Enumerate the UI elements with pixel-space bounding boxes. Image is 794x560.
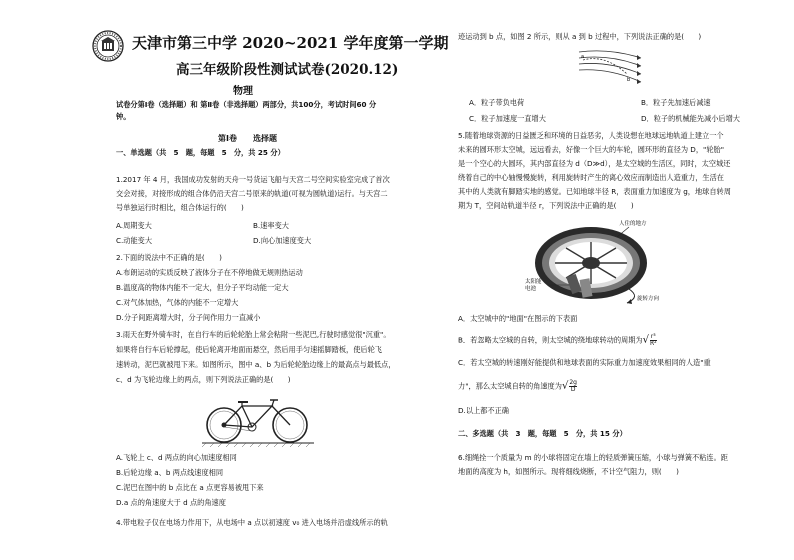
subject-title: 物理 (233, 86, 253, 97)
q5-option-c-numerator: 2g (569, 379, 577, 386)
q5-option-c-denominator: D (570, 386, 576, 393)
space-station-diagram (521, 215, 671, 307)
q5-text-4: 绕着自己的中心轴慢慢旋转，利用旋转时产生的离心效应而制造出人造重力，生活在 (458, 173, 724, 182)
electric-field-diagram (575, 46, 645, 86)
q4-text-1: 4.带电粒子仅在电场力作用下，从电场中 a 点以初速度 v₀ 进入电场并沿虚线所示的轨 (116, 518, 388, 527)
q3-text-4: c、d 为飞轮边缘上的两点，则下列说法正确的是( ) (116, 375, 291, 384)
q1-text-1: 1.2017 年 4 月，我国成功发射的天舟一号货运飞船与天宫二号空间实验室完成了首次 (116, 175, 390, 184)
q5-option-c-fraction (569, 380, 577, 393)
right-column (455, 0, 794, 560)
q1-option-c: C.动能变大 (116, 236, 153, 245)
volume-title: 第Ⅰ卷 选择题 (218, 134, 277, 143)
q3-option-b: B.后轮边缘 a、b 两点线速度相同 (116, 468, 224, 477)
q1-text-3: 号单独运行时相比，组合体运行的( ) (116, 203, 244, 212)
q5-option-c-text: 力"，那么太空城自转的角速度为 (458, 381, 562, 391)
q5-option-c-line2: 力"，那么太空城自转的角速度为√ $\frac{2g}{D}$ (458, 379, 577, 393)
q2-text: 2.下面的说法中不正确的是( ) (116, 253, 222, 262)
q2-option-a: A.布朗运动的实质反映了液体分子在不停地做无规则热运动 (116, 268, 303, 277)
section2-title: 二、多选题（共 3 题，每题 5 分，共 15 分） (458, 429, 627, 438)
q2-option-b: B.温度高的物体内能不一定大，但分子平均动能一定大 (116, 283, 289, 292)
q3-text-1: 3.雨天在野外骑车时，在自行车的后轮轮胎上常会粘附一些泥巴,行驶时感觉很"沉重"。 (116, 330, 391, 339)
q1-option-a: A.周期变大 (116, 221, 152, 230)
q3-text-2: 如果将自行车后轮撑起，使后轮离开地面而悬空，然后用手匀速摇脚踏板，使后轮飞 (116, 345, 382, 354)
label-rotation-direction: 旋转方向 (637, 296, 660, 302)
section1-title: 一、单选题（共 5 题，每题 5 分，共 25 分） (116, 148, 285, 157)
q1-option-b: B.速率变大 (253, 221, 289, 230)
school-seal-logo (92, 30, 124, 62)
q5-option-c-line1: C．若太空城的转速刚好能提供和地球表面的实际重力加速度效果相同的人造"重 (458, 358, 711, 367)
q4-option-a: A．粒子带负电荷 (469, 98, 525, 107)
instructions-line2: 钟。 (116, 112, 131, 121)
instructions-line1: 试卷分第Ⅰ卷（选择题）和 第Ⅱ卷（非选择题）两部分，共100分，考试时间60 分 (116, 100, 377, 109)
q3-option-d: D.a 点的角速度大于 d 点的角速度 (116, 498, 226, 507)
q5-text-5: 其中的人类就有脚踏实地的感觉。已知地球半径 R，表面重力加速度为 g，地球自转周 (458, 187, 731, 196)
label-solar: 太阳能 (525, 279, 542, 285)
q3-option-a: A.飞轮上 c、d 两点的向心加速度相同 (116, 453, 237, 462)
q5-text-1: 5.随着地球资源的日益匮乏和环境的日益恶劣，人类设想在地球远地轨道上建立一个 (458, 131, 724, 140)
exam-title-line1: 天津市第三中学 2020~2021 学年度第一学期 (132, 34, 449, 52)
point-a-label: a (581, 54, 585, 60)
exam-title-line2: 高三年级阶段性测试试卷(2020.12) (176, 62, 399, 78)
q4-option-b: B．粒子先加速后减速 (641, 98, 711, 107)
q5-option-b-fraction (650, 334, 657, 347)
q5-text-6: 期为 T，空间站轨道半径 r，下列说法中正确的是( ) (458, 201, 634, 210)
q5-option-b: B．若忽略太空城的自转，则太空城的绕地球转动的周期为√ $\frac{\text{r³}}{\text{R²}}$ (458, 333, 657, 347)
q5-text-2: 未来的圆环形太空城，远远看去，好像一个巨大的车轮，圆环形的直径为 D，"轮胎" (458, 145, 724, 154)
q5-option-b-numerator: r³ (650, 333, 656, 340)
q2-option-d: D.分子间距离增大时，分子间作用力一直减小 (116, 313, 261, 322)
q4-text-2: 迹运动到 b 点，如图 2 所示，则从 a 到 b 过程中，下列说法正确的是( ) (458, 32, 702, 41)
q2-option-c: C.对气体加热，气体的内能不一定增大 (116, 298, 239, 307)
q4-option-c: C．粒子加速度一直增大 (469, 114, 546, 123)
q6-text-2: 地面的高度为 h，如图所示。现将细线烧断，不计空气阻力，则( ) (458, 467, 679, 476)
q5-option-d: D.以上都不正确 (458, 406, 509, 415)
q5-option-a: A．太空城中的"地面"在图示的下表面 (458, 314, 578, 323)
label-battery: 电池 (525, 286, 537, 292)
q5-text-3: 是一个空心的大圆环，其内部直径为 d（D≫d），是太空城的生活区，同时，太空城还 (458, 159, 731, 168)
q3-text-3: 速转动，泥巴就被甩下来。如图所示，图中 a、b 为后轮轮胎边缘上的最高点与最低点， (116, 360, 396, 369)
label-living-area: 人住的地方 (619, 221, 647, 227)
q1-option-d: D.向心加速度变大 (253, 236, 312, 245)
q5-option-b-text: B．若忽略太空城的自转，则太空城的绕地球转动的周期为 (458, 335, 643, 345)
q4-option-d: D．粒子的机械能先减小后增大 (641, 114, 740, 123)
bicycle-diagram (202, 392, 314, 448)
q3-option-c: C.泥巴在图中的 b 点比在 a 点更容易被甩下来 (116, 483, 264, 492)
q6-text-1: 6.细绳拴一个质量为 m 的小球将固定在墙上的轻质弹簧压缩，小球与弹簧不粘连。距 (458, 453, 728, 462)
q5-option-b-denominator: R² (650, 340, 657, 347)
point-b-label: b (627, 77, 631, 83)
q1-text-2: 交会对接，对接形成的组合体仍沿天宫二号原来的轨道(可视为圆轨道)运行。与天宫二 (116, 189, 388, 198)
